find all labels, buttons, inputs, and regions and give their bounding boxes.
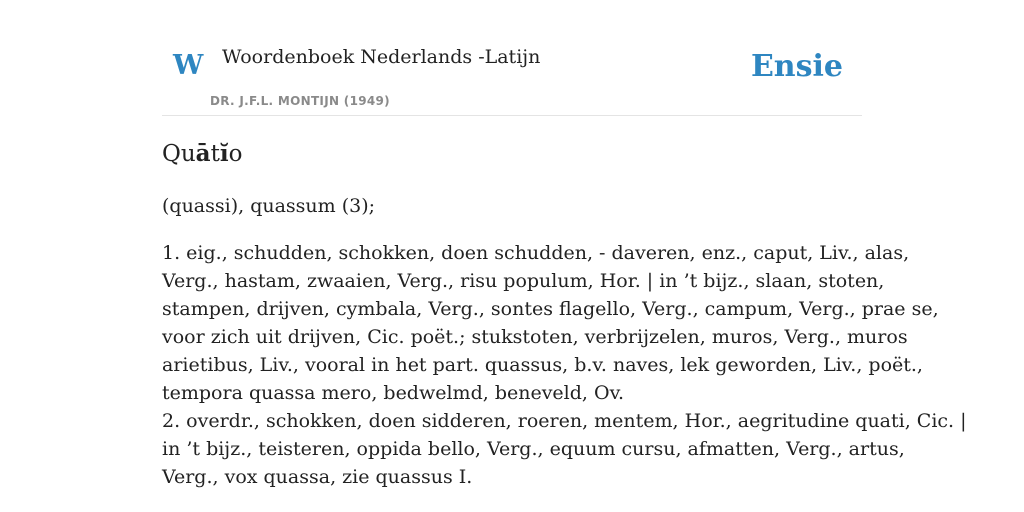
definition-line: voor zich uit drijven, Cic. poët.; stukstoten, verbrijzelen, muros, Verg., muros (162, 326, 908, 348)
entry-forms: (quassi), quassum (3); (162, 195, 376, 217)
dictionary-header (162, 0, 862, 116)
entry-definition (162, 239, 967, 491)
definition-line: arietibus, Liv., vooral in het part. quassus, b.v. naves, lek geworden, Liv., poët., (162, 354, 923, 376)
definition-line: 2. overdr., schokken, doen sidderen, roeren, mentem, Hor., aegritudine quati, Cic. | (162, 410, 967, 432)
book-title[interactable]: Woordenboek Nederlands -Latijn (222, 46, 541, 68)
dictionary-page (162, 0, 967, 488)
headword-part: o (228, 141, 243, 167)
ensie-logo[interactable]: Ensie (750, 49, 843, 84)
headword-part: Qu (162, 141, 196, 167)
definition-line: 1. eig., schudden, schokken, doen schudden, - daveren, enz., caput, Liv., alas, (162, 242, 910, 264)
headword-part: ā (195, 140, 211, 167)
definition-line: Verg., vox quassa, zie quassus I. (162, 466, 473, 488)
entry-headword (162, 140, 242, 169)
book-author: DR. J.F.L. MONTIJN (1949) (210, 94, 390, 108)
headword-part: ĭ (219, 140, 229, 167)
dictionary-logo[interactable]: W (173, 50, 204, 81)
definition-line: tempora quassa mero, bedwelmd, beneveld, Ov. (162, 382, 625, 404)
definition-line: stampen, drijven, cymbala, Verg., sontes flagello, Verg., campum, Verg., prae se, (162, 298, 939, 320)
definition-line: Verg., hastam, zwaaien, Verg., risu populum, Hor. | in ’t bijz., slaan, stoten, (162, 270, 885, 292)
headword-part: t (210, 141, 220, 167)
definition-line: in ’t bijz., teisteren, oppida bello, Verg., equum cursu, afmatten, Verg., artus, (162, 438, 905, 460)
